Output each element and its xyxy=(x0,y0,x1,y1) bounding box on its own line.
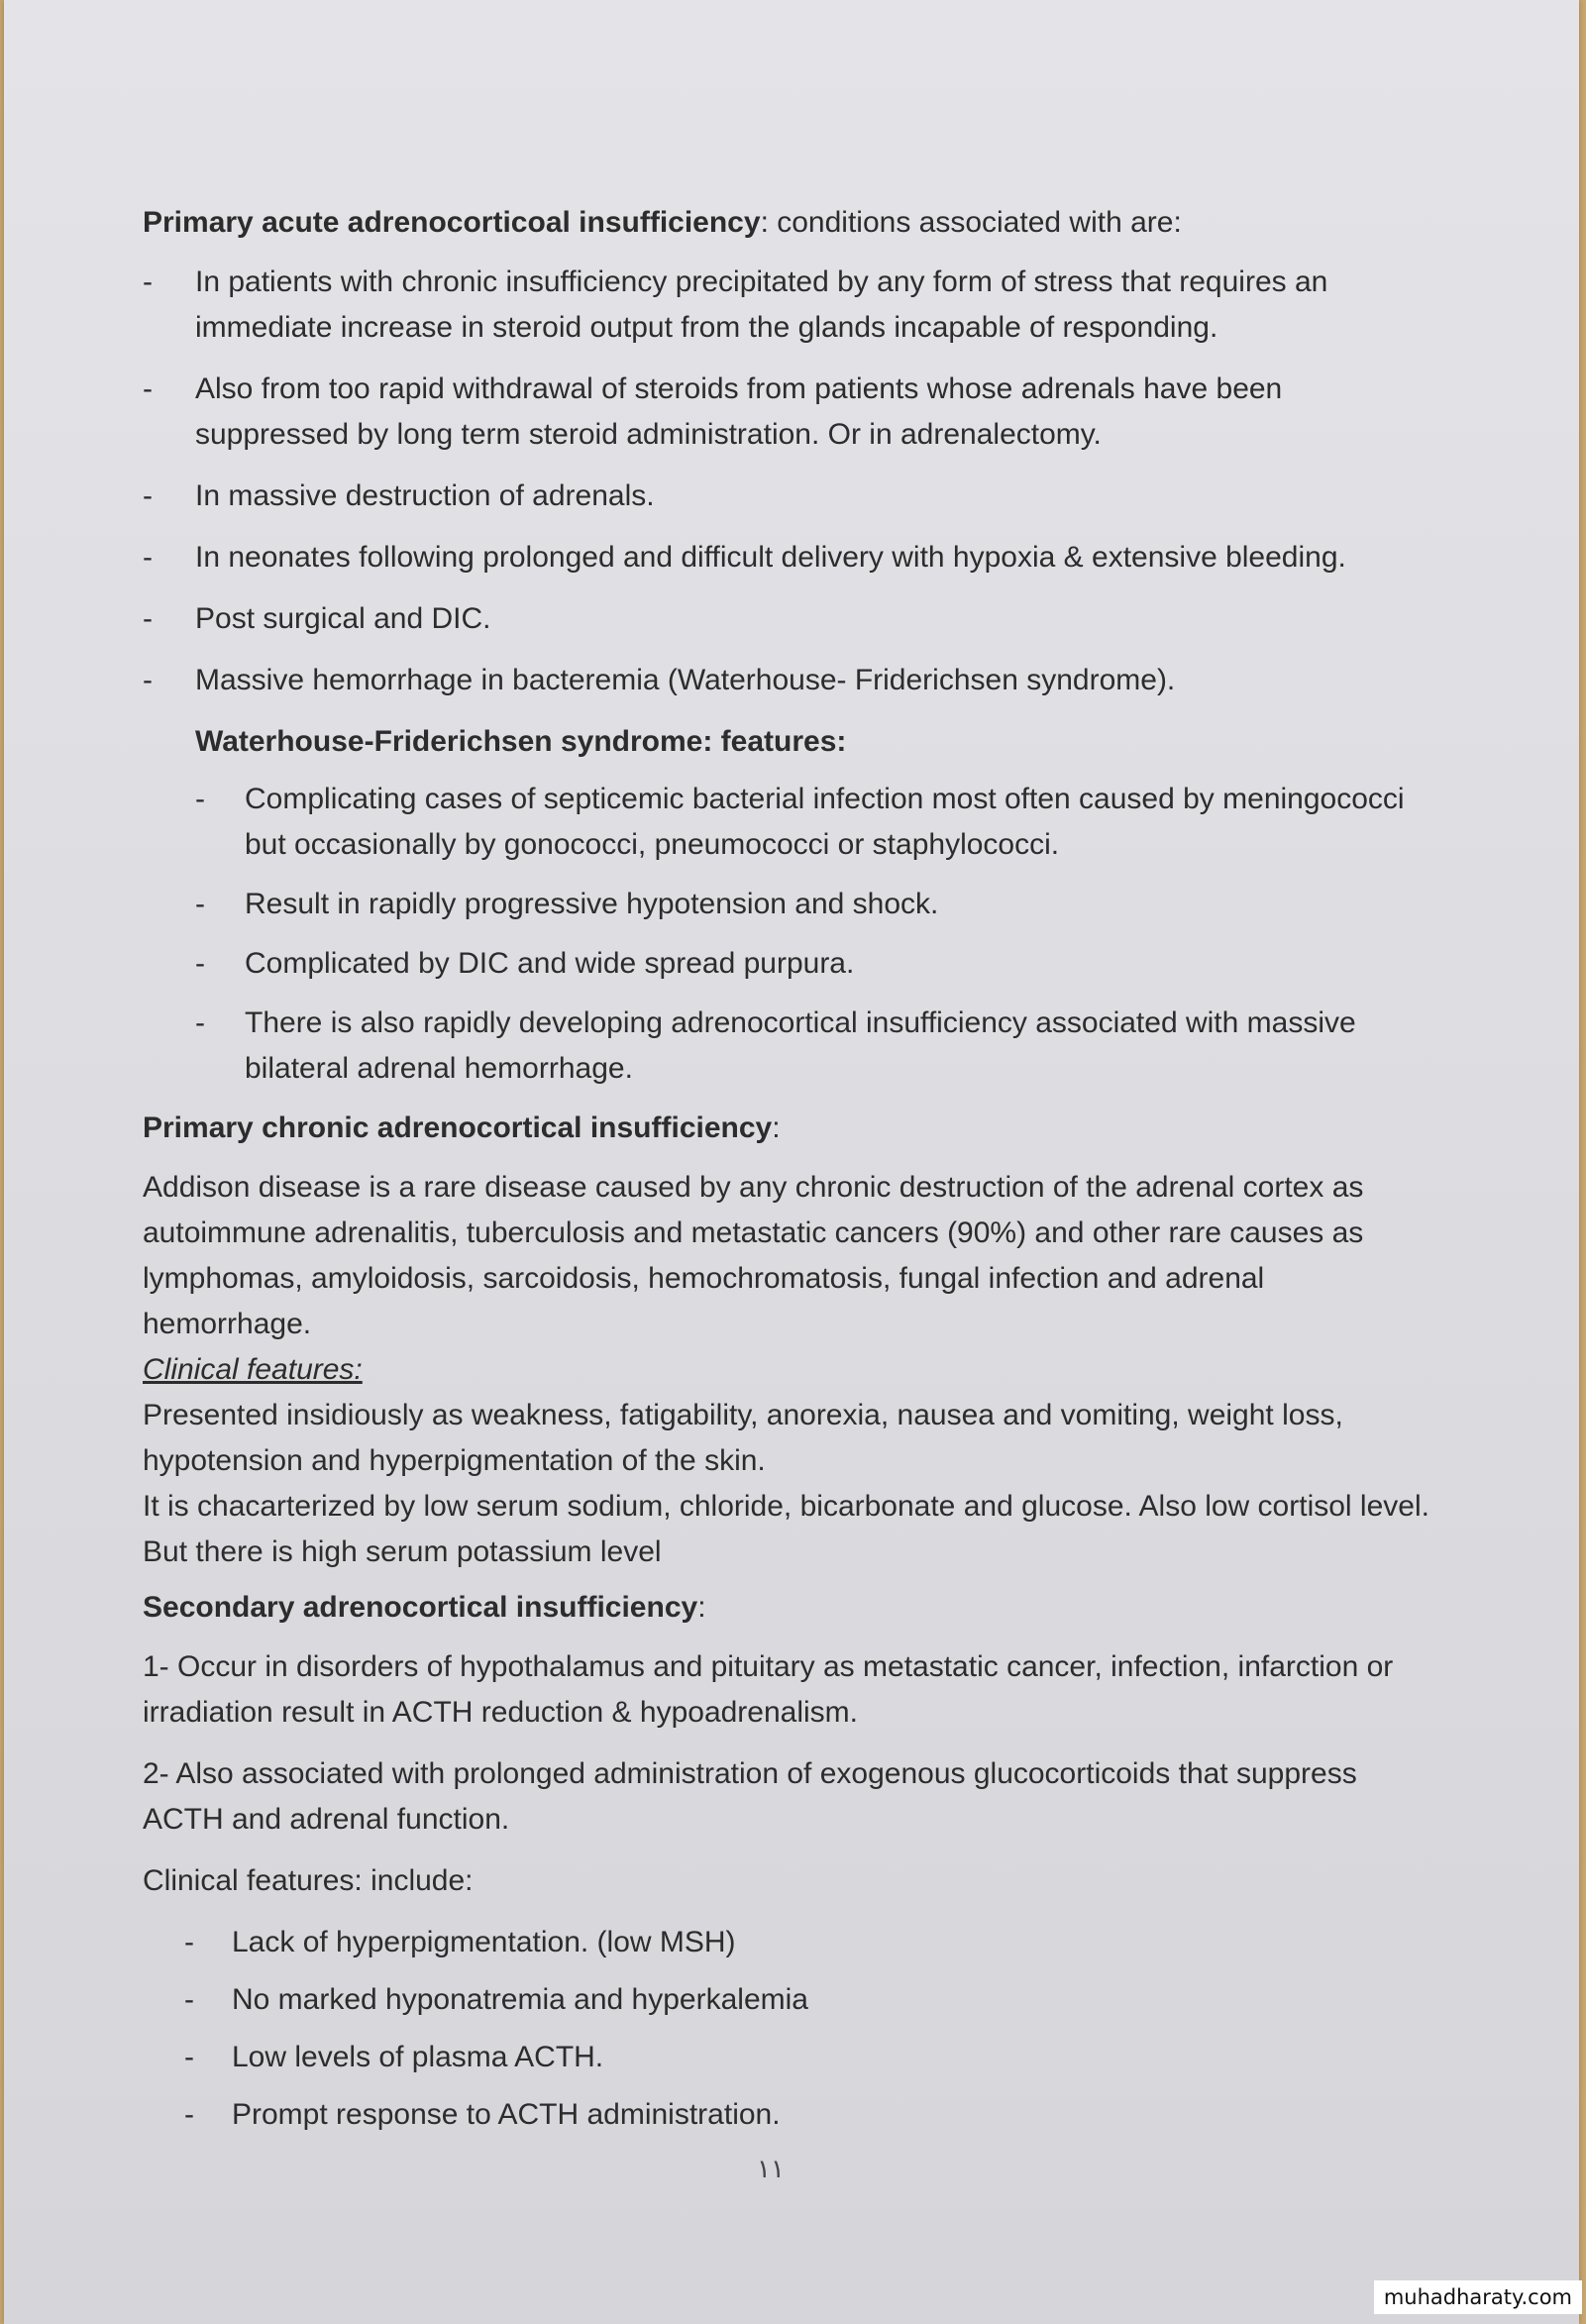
chronic-heading-title: Primary chronic adrenocortical insufficiency xyxy=(143,1111,773,1144)
list-item-text: Also from too rapid withdrawal of steroids from patients whose adrenals have been suppressed by long term steroid administration. Or in adrenalectomy. xyxy=(195,372,1283,451)
list-item-text: In neonates following prolonged and difficult delivery with hypoxia & extensive bleeding. xyxy=(195,541,1346,574)
list-item-text: Result in rapidly progressive hypotension and shock. xyxy=(245,888,939,920)
list-item xyxy=(195,1001,1440,1092)
list-item-text: There is also rapidly developing adrenocortical insufficiency associated with massive bilateral adrenal hemorrhage. xyxy=(245,1006,1356,1085)
dash-bullet: - xyxy=(195,783,205,815)
dash-bullet: - xyxy=(184,2098,194,2131)
list-item xyxy=(195,777,1440,868)
document-page xyxy=(4,0,1579,2324)
dash-bullet: - xyxy=(195,1006,205,1039)
secondary-point-2: 2- Also associated with prolonged administration of exogenous glucocorticoids that suppress ACTH and adrenal function. xyxy=(143,1757,1357,1836)
list-item xyxy=(143,535,1440,581)
clinical-presentation-paragraph: Presented insidiously as weakness, fatigability, anorexia, nausea and vomiting, weight loss, hypotension and hyperpigmentation of the skin. xyxy=(143,1399,1343,1477)
list-item xyxy=(143,474,1440,519)
dash-bullet: - xyxy=(195,888,205,920)
chronic-heading xyxy=(143,1106,1440,1151)
dash-bullet: - xyxy=(184,1926,194,1958)
list-item-text: In massive destruction of adrenals. xyxy=(195,479,655,512)
secondary-heading-title: Secondary adrenocortical insufficiency xyxy=(143,1591,698,1624)
list-item xyxy=(143,596,1440,642)
list-item-text: Lack of hyperpigmentation. (low MSH) xyxy=(232,1926,736,1958)
waterhouse-heading: Waterhouse-Friderichsen syndrome: features: xyxy=(195,725,847,758)
clinical-features-title: Clinical features: xyxy=(143,1353,363,1386)
dash-bullet: - xyxy=(143,265,153,298)
list-item xyxy=(195,882,1440,927)
list-item-text: In patients with chronic insufficiency precipitated by any form of stress that requires an immediate increase in steroid output from the glands incapable of responding. xyxy=(195,265,1328,344)
page-number: ١١ xyxy=(757,2154,785,2183)
list-item-text: Post surgical and DIC. xyxy=(195,602,491,635)
secondary-clinical-intro: Clinical features: include: xyxy=(143,1864,474,1897)
dash-bullet: - xyxy=(143,479,153,512)
list-item xyxy=(184,2035,1440,2080)
lab-findings-paragraph: It is chacarterized by low serum sodium, chloride, bicarbonate and glucose. Also low cortisol level. But there is high serum potassium level xyxy=(143,1490,1429,1568)
document-content xyxy=(143,200,1440,2150)
dash-bullet: - xyxy=(143,664,153,696)
list-item xyxy=(143,260,1440,351)
acute-heading xyxy=(143,200,1440,246)
secondary-heading-tail: : xyxy=(697,1591,706,1624)
dash-bullet: - xyxy=(184,2041,194,2073)
dash-bullet: - xyxy=(195,947,205,980)
secondary-point-1: 1- Occur in disorders of hypothalamus and pituitary as metastatic cancer, infection, infarction or irradiation result in ACTH reduction & hypoadrenalism. xyxy=(143,1650,1394,1729)
list-item-text: Low levels of plasma ACTH. xyxy=(232,2041,604,2073)
dash-bullet: - xyxy=(143,602,153,635)
list-item-text: No marked hyponatremia and hyperkalemia xyxy=(232,1983,808,2016)
site-watermark: muhadharaty.com xyxy=(1374,2280,1582,2314)
waterhouse-block xyxy=(195,719,1440,1092)
secondary-heading xyxy=(143,1585,1440,1631)
waterhouse-features-list xyxy=(195,777,1440,1092)
dash-bullet: - xyxy=(143,372,153,405)
list-item-text: Massive hemorrhage in bacteremia (Waterhouse- Friderichsen syndrome). xyxy=(195,664,1176,696)
list-item-text: Complicating cases of septicemic bacterial infection most often caused by meningococci but occasionally by gonococci, pneumococci or staphylococci. xyxy=(245,783,1405,861)
acute-heading-title: Primary acute adrenocorticoal insufficiency xyxy=(143,206,761,239)
dash-bullet: - xyxy=(143,541,153,574)
list-item xyxy=(143,658,1440,703)
list-item xyxy=(184,1977,1440,2023)
list-item xyxy=(184,2092,1440,2138)
list-item-text: Complicated by DIC and wide spread purpura. xyxy=(245,947,855,980)
acute-conditions-list xyxy=(143,260,1440,703)
list-item xyxy=(195,941,1440,987)
addison-paragraph: Addison disease is a rare disease caused by any chronic destruction of the adrenal cortex as autoimmune adrenalitis, tuberculosis and metastatic cancers (90%) and other rare causes as lymphomas, amyloidosis, sarcoidosis, hemochromatosis, fungal infection and adrenal hemorrhage. xyxy=(143,1171,1364,1340)
list-item-text: Prompt response to ACTH administration. xyxy=(232,2098,781,2131)
chronic-heading-tail: : xyxy=(772,1111,781,1144)
list-item xyxy=(184,1920,1440,1965)
acute-heading-tail: : conditions associated with are: xyxy=(760,206,1182,239)
list-item xyxy=(143,367,1440,458)
dash-bullet: - xyxy=(184,1983,194,2016)
secondary-clinical-list xyxy=(184,1920,1440,2138)
